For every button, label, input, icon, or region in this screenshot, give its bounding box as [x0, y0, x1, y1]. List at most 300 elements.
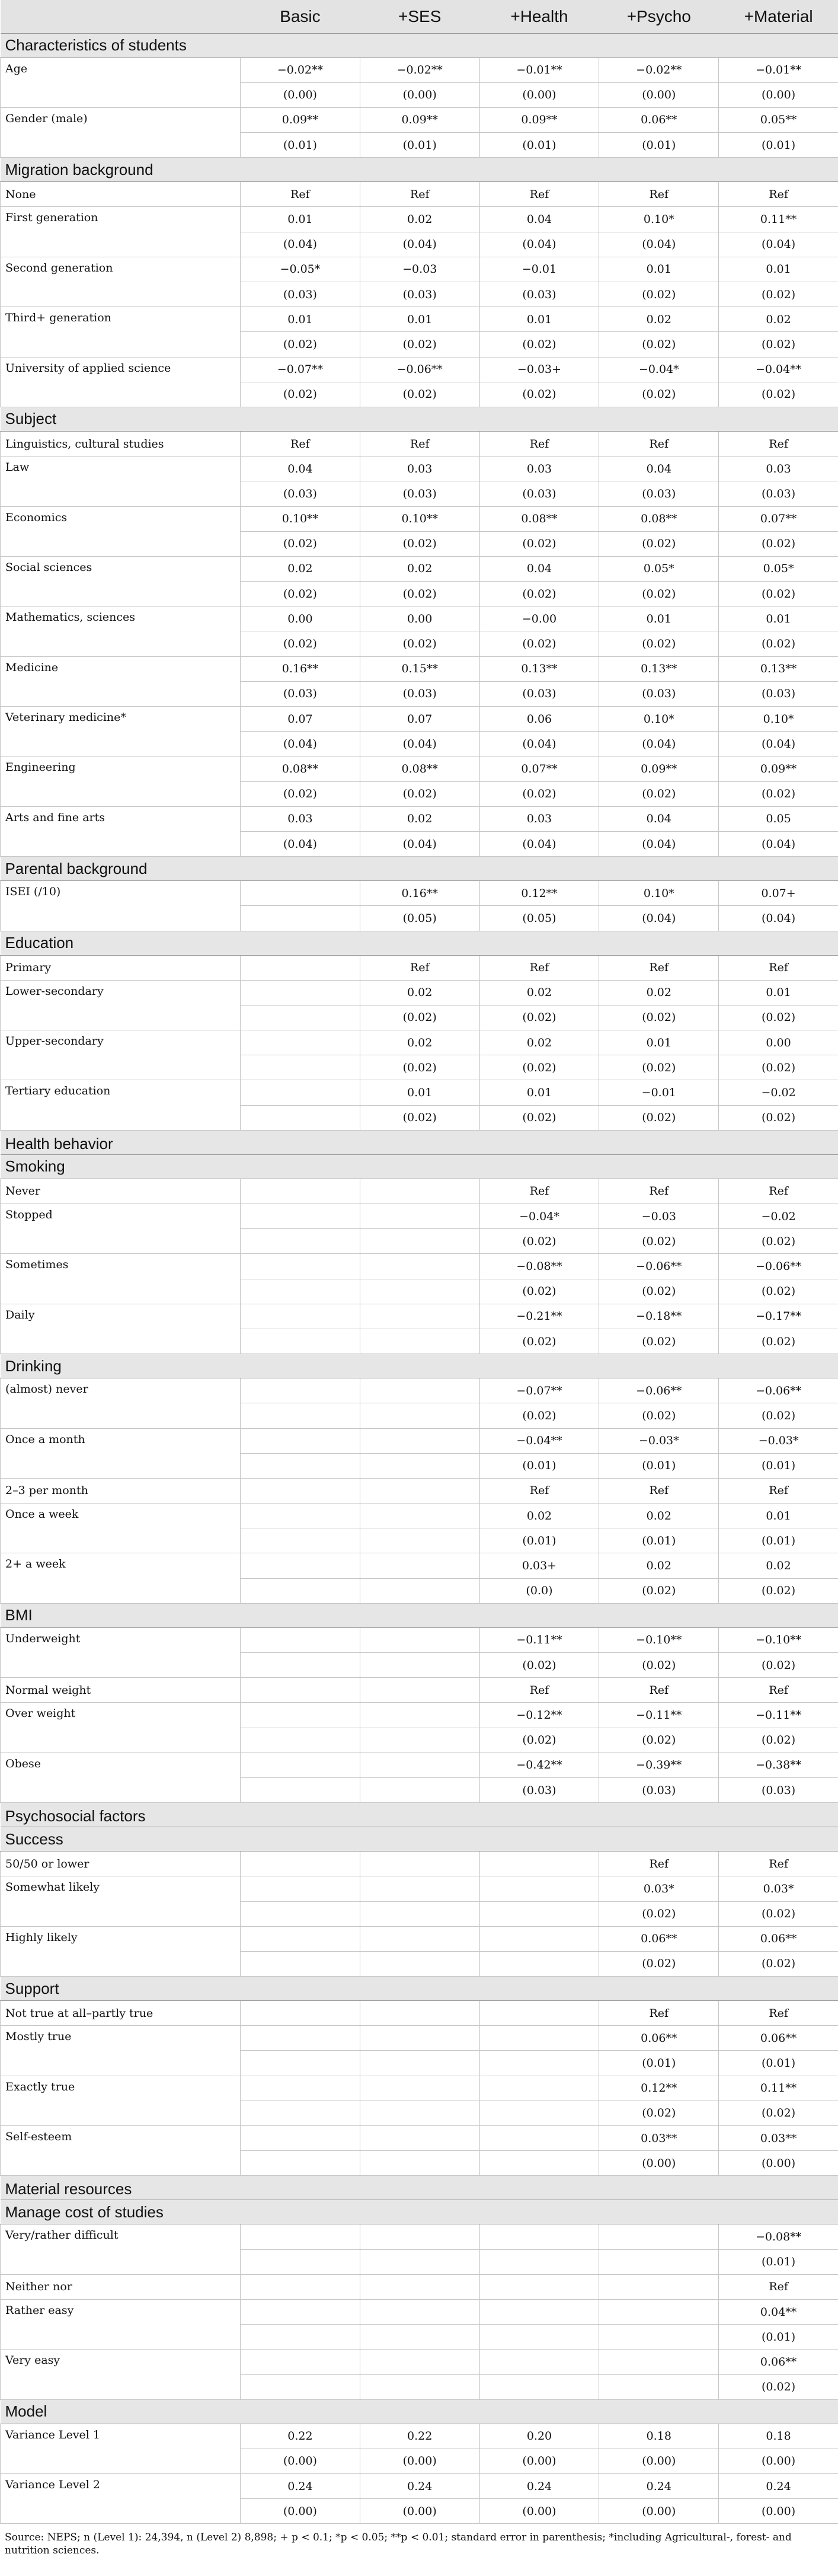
estimate-cell [241, 2224, 360, 2249]
section-title: BMI [1, 1603, 838, 1627]
estimate-cell: −0.38** [719, 1753, 838, 1777]
table-row [1, 2026, 838, 2051]
table-row [1, 1876, 838, 1901]
estimate-cell: 0.03 [719, 457, 838, 481]
estimate-cell: 0.07 [241, 707, 360, 732]
standard-error-cell: (0.04) [479, 232, 599, 257]
estimate-cell [241, 2076, 360, 2101]
table-row [1, 955, 838, 980]
standard-error-cell: (0.05) [360, 906, 479, 931]
section-title: Model [1, 2399, 838, 2424]
standard-error-cell [241, 1005, 360, 1030]
estimate-cell: −0.04* [599, 357, 719, 382]
estimate-cell: 0.03+ [479, 1553, 599, 1578]
standard-error-cell: (0.02) [719, 1055, 838, 1080]
estimate-cell: −0.01 [479, 257, 599, 282]
standard-error-cell [241, 1777, 360, 1802]
section-title: Manage cost of studies [1, 2200, 838, 2224]
estimate-cell: Ref [479, 1179, 599, 1204]
column-header: Basic [241, 0, 360, 33]
estimate-cell: 0.06** [719, 1926, 838, 1951]
column-header: +Material [719, 0, 838, 33]
estimate-cell [599, 2224, 719, 2249]
estimate-cell: Ref [599, 955, 719, 980]
estimate-cell: 0.24 [719, 2474, 838, 2499]
estimate-cell [479, 1852, 599, 1876]
estimate-cell: −0.04** [479, 1428, 599, 1453]
table-row [1, 307, 838, 332]
standard-error-cell: (0.01) [719, 2051, 838, 2076]
estimate-cell: 0.24 [241, 2474, 360, 2499]
standard-error-cell: (0.02) [360, 1105, 479, 1130]
standard-error-cell: (0.04) [599, 232, 719, 257]
estimate-cell: −0.06** [360, 357, 479, 382]
section-header-row [1, 33, 838, 58]
standard-error-cell: (0.04) [599, 732, 719, 756]
standard-error-cell: (0.02) [599, 582, 719, 607]
estimate-cell: −0.01 [599, 1080, 719, 1105]
row-label: First generation [1, 207, 241, 257]
standard-error-cell: (0.00) [599, 2151, 719, 2176]
row-label: 2+ a week [1, 1553, 241, 1603]
standard-error-cell [241, 1329, 360, 1354]
estimate-cell [360, 2224, 479, 2249]
standard-error-cell: (0.03) [719, 681, 838, 706]
estimate-cell: −0.02 [719, 1080, 838, 1105]
standard-error-cell: (0.02) [719, 1578, 838, 1603]
section-title: Support [1, 1977, 838, 2001]
standard-error-cell: (0.02) [599, 1055, 719, 1080]
standard-error-cell: (0.02) [479, 1005, 599, 1030]
estimate-cell: Ref [479, 431, 599, 456]
estimate-cell: −0.07** [241, 357, 360, 382]
standard-error-cell: (0.00) [719, 2449, 838, 2473]
estimate-cell: −0.11** [719, 1703, 838, 1728]
table-row [1, 806, 838, 831]
standard-error-cell: (0.00) [479, 82, 599, 107]
standard-error-cell: (0.02) [719, 1653, 838, 1678]
estimate-cell: Ref [599, 431, 719, 456]
estimate-cell [360, 1204, 479, 1229]
row-label: None [1, 182, 241, 207]
estimate-cell [479, 2350, 599, 2374]
standard-error-cell: (0.00) [719, 2499, 838, 2524]
row-label: Not true at all–partly true [1, 2001, 241, 2026]
table-row [1, 1254, 838, 1279]
standard-error-cell: (0.02) [479, 1279, 599, 1304]
estimate-cell: 0.06** [719, 2350, 838, 2374]
standard-error-cell [599, 2374, 719, 2399]
estimate-cell: 0.18 [719, 2424, 838, 2449]
standard-error-cell: (0.00) [479, 2449, 599, 2473]
estimate-cell: 0.02 [479, 1030, 599, 1055]
standard-error-cell: (0.04) [719, 232, 838, 257]
estimate-cell: Ref [599, 1678, 719, 1703]
standard-error-cell: (0.02) [719, 1279, 838, 1304]
standard-error-cell: (0.04) [479, 831, 599, 856]
standard-error-cell: (0.03) [719, 481, 838, 506]
estimate-cell: 0.03* [719, 1876, 838, 1901]
estimate-cell: 0.08** [599, 506, 719, 531]
estimate-cell [241, 881, 360, 906]
standard-error-cell [599, 2249, 719, 2274]
standard-error-cell: (0.02) [479, 1403, 599, 1428]
standard-error-cell: (0.00) [360, 2499, 479, 2524]
estimate-cell: −0.17** [719, 1304, 838, 1329]
estimate-cell: 0.02 [360, 207, 479, 232]
standard-error-cell: (0.01) [719, 2249, 838, 2274]
estimate-cell: Ref [241, 182, 360, 207]
table-row [1, 1179, 838, 1204]
standard-error-cell: (0.02) [719, 1105, 838, 1130]
estimate-cell [241, 1753, 360, 1777]
estimate-cell: 0.08** [360, 756, 479, 781]
estimate-cell: 0.09** [241, 107, 360, 132]
standard-error-cell: (0.02) [719, 1005, 838, 1030]
estimate-cell [360, 1753, 479, 1777]
estimate-cell [241, 1304, 360, 1329]
estimate-cell: 0.02 [241, 556, 360, 581]
estimate-cell: 0.10** [360, 506, 479, 531]
standard-error-cell: (0.04) [719, 831, 838, 856]
column-header: +Psycho [599, 0, 719, 33]
standard-error-cell: (0.02) [719, 1728, 838, 1753]
standard-error-cell: (0.02) [479, 582, 599, 607]
standard-error-cell: (0.02) [599, 1951, 719, 1976]
column-header: +SES [360, 0, 479, 33]
standard-error-cell: (0.03) [599, 681, 719, 706]
estimate-cell [241, 2126, 360, 2151]
section-header-row [1, 1154, 838, 1179]
table-row [1, 656, 838, 681]
row-label: Second generation [1, 257, 241, 307]
estimate-cell: 0.10* [719, 707, 838, 732]
standard-error-cell: (0.02) [599, 1728, 719, 1753]
estimate-cell: Ref [360, 182, 479, 207]
estimate-cell: −0.03* [599, 1428, 719, 1453]
estimate-cell: 0.02 [599, 980, 719, 1005]
estimate-cell: 0.01 [599, 607, 719, 631]
standard-error-cell [360, 1578, 479, 1603]
standard-error-cell: (0.03) [479, 681, 599, 706]
estimate-cell [479, 2126, 599, 2151]
estimate-cell [241, 1852, 360, 1876]
standard-error-cell: (0.01) [719, 2325, 838, 2350]
estimate-cell [241, 1080, 360, 1105]
standard-error-cell [360, 1279, 479, 1304]
estimate-cell [241, 1428, 360, 1453]
standard-error-cell: (0.04) [719, 732, 838, 756]
table-row [1, 506, 838, 531]
standard-error-cell: (0.03) [599, 1777, 719, 1802]
row-label: Over weight [1, 1703, 241, 1753]
standard-error-cell: (0.01) [719, 1453, 838, 1478]
standard-error-cell: (0.01) [599, 2051, 719, 2076]
section-title: Education [1, 931, 838, 955]
row-label: Once a month [1, 1428, 241, 1478]
estimate-cell: 0.13** [479, 656, 599, 681]
estimate-cell [360, 1876, 479, 1901]
standard-error-cell [360, 2151, 479, 2176]
standard-error-cell: (0.02) [599, 631, 719, 656]
estimate-cell: 0.07 [360, 707, 479, 732]
standard-error-cell: (0.04) [719, 906, 838, 931]
standard-error-cell: (0.02) [719, 1329, 838, 1354]
estimate-cell [360, 1553, 479, 1578]
estimate-cell: 0.02 [360, 980, 479, 1005]
estimate-cell: −0.03 [360, 257, 479, 282]
row-label: Very/rather difficult [1, 2224, 241, 2274]
standard-error-cell [241, 1229, 360, 1254]
standard-error-cell: (0.02) [719, 2374, 838, 2399]
table-row [1, 707, 838, 732]
estimate-cell: −0.03+ [479, 357, 599, 382]
estimate-cell: 0.01 [599, 257, 719, 282]
estimate-cell [241, 2350, 360, 2374]
estimate-cell: 0.02 [599, 1504, 719, 1528]
row-label: Exactly true [1, 2076, 241, 2125]
estimate-cell: 0.03* [599, 1876, 719, 1901]
estimate-cell: 0.24 [360, 2474, 479, 2499]
standard-error-cell [599, 2325, 719, 2350]
row-label: 2–3 per month [1, 1478, 241, 1503]
estimate-cell [241, 2026, 360, 2051]
standard-error-cell [360, 1329, 479, 1354]
standard-error-cell [479, 1951, 599, 1976]
table-row [1, 2424, 838, 2449]
estimate-cell: −0.05* [241, 257, 360, 282]
estimate-cell: 0.02 [599, 307, 719, 332]
estimate-cell [360, 1627, 479, 1652]
estimate-cell: 0.01 [360, 1080, 479, 1105]
estimate-cell [241, 980, 360, 1005]
standard-error-cell [241, 2249, 360, 2274]
estimate-cell: 0.04 [599, 457, 719, 481]
estimate-cell: −0.02** [360, 58, 479, 82]
estimate-cell: −0.11** [479, 1627, 599, 1652]
standard-error-cell: (0.04) [599, 906, 719, 931]
estimate-cell [479, 2001, 599, 2026]
estimate-cell: −0.01** [479, 58, 599, 82]
standard-error-cell: (0.03) [719, 1777, 838, 1802]
table-row [1, 980, 838, 1005]
estimate-cell: Ref [599, 1478, 719, 1503]
row-label: ISEI (/10) [1, 881, 241, 931]
standard-error-cell [479, 2101, 599, 2125]
estimate-cell: −0.06** [719, 1254, 838, 1279]
standard-error-cell: (0.04) [360, 232, 479, 257]
table-row [1, 1852, 838, 1876]
standard-error-cell: (0.02) [719, 382, 838, 407]
estimate-cell [360, 2299, 479, 2324]
estimate-cell: 0.22 [360, 2424, 479, 2449]
table-row [1, 2474, 838, 2499]
standard-error-cell: (0.02) [599, 1229, 719, 1254]
row-label: Neither nor [1, 2274, 241, 2299]
standard-error-cell [479, 2249, 599, 2274]
table-row [1, 1678, 838, 1703]
estimate-cell: 0.10* [599, 881, 719, 906]
row-label: Self-esteem [1, 2126, 241, 2176]
standard-error-cell [241, 1951, 360, 1976]
standard-error-cell: (0.02) [719, 531, 838, 556]
standard-error-cell: (0.02) [360, 531, 479, 556]
table-row [1, 207, 838, 232]
estimate-cell: 0.20 [479, 2424, 599, 2449]
standard-error-cell: (0.01) [479, 1453, 599, 1478]
section-title: Smoking [1, 1154, 838, 1179]
estimate-cell: Ref [479, 955, 599, 980]
estimate-cell: Ref [360, 431, 479, 456]
estimate-cell: 0.07** [479, 756, 599, 781]
standard-error-cell: (0.00) [241, 2499, 360, 2524]
estimate-cell: 0.05 [719, 806, 838, 831]
estimate-cell [479, 2224, 599, 2249]
standard-error-cell: (0.03) [479, 1777, 599, 1802]
estimate-cell: Ref [719, 1478, 838, 1503]
estimate-cell: Ref [719, 2274, 838, 2299]
row-label: Upper-secondary [1, 1030, 241, 1080]
estimate-cell: 0.08** [479, 506, 599, 531]
standard-error-cell: (0.02) [479, 781, 599, 806]
standard-error-cell [241, 2374, 360, 2399]
standard-error-cell: (0.03) [479, 282, 599, 307]
estimate-cell: Ref [719, 955, 838, 980]
standard-error-cell: (0.01) [599, 1528, 719, 1553]
estimate-cell: Ref [599, 2001, 719, 2026]
estimate-cell: 0.04** [719, 2299, 838, 2324]
estimate-cell: Ref [479, 1478, 599, 1503]
estimate-cell [360, 1504, 479, 1528]
row-label: Never [1, 1179, 241, 1204]
estimate-cell: 0.06** [719, 2026, 838, 2051]
table-row [1, 1753, 838, 1777]
estimate-cell [241, 2299, 360, 2324]
standard-error-cell [241, 1728, 360, 1753]
group-title: Health behavior [1, 1130, 838, 1154]
standard-error-cell: (0.00) [599, 82, 719, 107]
estimate-cell: 0.06** [599, 2026, 719, 2051]
section-title: Subject [1, 407, 838, 431]
estimate-cell: −0.04** [719, 357, 838, 382]
row-label: Obese [1, 1753, 241, 1802]
estimate-cell: 0.13** [599, 656, 719, 681]
standard-error-cell: (0.02) [241, 631, 360, 656]
estimate-cell: 0.04 [479, 207, 599, 232]
row-label: Variance Level 1 [1, 2424, 241, 2473]
column-header: +Health [479, 0, 599, 33]
table-row [1, 556, 838, 581]
standard-error-cell [241, 1055, 360, 1080]
standard-error-cell [241, 1279, 360, 1304]
table-row [1, 881, 838, 906]
row-label: Stopped [1, 1204, 241, 1254]
standard-error-cell: (0.02) [479, 1329, 599, 1354]
estimate-cell: 0.04 [599, 806, 719, 831]
estimate-cell: 0.06** [599, 107, 719, 132]
estimate-cell [241, 1254, 360, 1279]
estimate-cell [479, 2026, 599, 2051]
estimate-cell: 0.02 [360, 1030, 479, 1055]
estimate-cell [360, 1254, 479, 1279]
estimate-cell: 0.09** [599, 756, 719, 781]
standard-error-cell [360, 2051, 479, 2076]
estimate-cell: 0.05** [719, 107, 838, 132]
estimate-cell: 0.01 [360, 307, 479, 332]
estimate-cell: 0.18 [599, 2424, 719, 2449]
estimate-cell: 0.02 [360, 806, 479, 831]
standard-error-cell: (0.02) [719, 1403, 838, 1428]
estimate-cell: −0.07** [479, 1378, 599, 1403]
estimate-cell: 0.02 [360, 556, 479, 581]
table-row [1, 1553, 838, 1578]
row-label: Lower-secondary [1, 980, 241, 1030]
estimate-cell [241, 2001, 360, 2026]
standard-error-cell: (0.02) [479, 631, 599, 656]
standard-error-cell: (0.04) [241, 232, 360, 257]
estimate-cell: 0.04 [479, 556, 599, 581]
standard-error-cell: (0.02) [719, 582, 838, 607]
estimate-cell [479, 1876, 599, 1901]
row-label: Linguistics, cultural studies [1, 431, 241, 456]
standard-error-cell [241, 1528, 360, 1553]
standard-error-cell [360, 1453, 479, 1478]
estimate-cell: 0.01 [479, 1080, 599, 1105]
row-label: Somewhat likely [1, 1876, 241, 1926]
standard-error-cell [241, 1105, 360, 1130]
table-row [1, 2299, 838, 2324]
table-row [1, 357, 838, 382]
standard-error-cell [479, 1901, 599, 1926]
standard-error-cell: (0.00) [479, 2499, 599, 2524]
section-header-row [1, 1603, 838, 1627]
standard-error-cell: (0.02) [599, 1105, 719, 1130]
estimate-cell: 0.02 [719, 1553, 838, 1578]
estimate-cell: 0.05* [599, 556, 719, 581]
standard-error-cell [241, 2051, 360, 2076]
estimate-cell [360, 2350, 479, 2374]
estimate-cell: 0.13** [719, 656, 838, 681]
standard-error-cell: (0.02) [241, 582, 360, 607]
standard-error-cell: (0.01) [360, 133, 479, 158]
estimate-cell: 0.02 [599, 1553, 719, 1578]
estimate-cell: 0.10* [599, 707, 719, 732]
table-row [1, 107, 838, 132]
estimate-cell: −0.42** [479, 1753, 599, 1777]
estimate-cell: 0.09** [479, 107, 599, 132]
table-row [1, 58, 838, 82]
estimate-cell: 0.01 [479, 307, 599, 332]
estimate-cell: −0.03 [599, 1204, 719, 1229]
estimate-cell [241, 1504, 360, 1528]
standard-error-cell: (0.00) [599, 2499, 719, 2524]
standard-error-cell: (0.03) [360, 681, 479, 706]
estimate-cell: 0.07** [719, 506, 838, 531]
estimate-cell: 0.01 [719, 1504, 838, 1528]
standard-error-cell [360, 2249, 479, 2274]
standard-error-cell: (0.03) [479, 481, 599, 506]
source-note: Source: NEPS; n (Level 1): 24,394, n (Level 2) 8,898; + p < 0.1; *p < 0.05; **p < 0.01; standard error in parenthesis; *including Agricultural-, forest- and nutrition sciences. [5, 2532, 792, 2557]
estimate-cell: 0.01 [719, 980, 838, 1005]
estimate-cell: 0.02 [719, 307, 838, 332]
estimate-cell: 0.02 [479, 980, 599, 1005]
row-label: Law [1, 457, 241, 506]
table-row [1, 1030, 838, 1055]
row-label: Medicine [1, 656, 241, 706]
row-label: Sometimes [1, 1254, 241, 1304]
estimate-cell [360, 2026, 479, 2051]
section-header-row [1, 2200, 838, 2224]
